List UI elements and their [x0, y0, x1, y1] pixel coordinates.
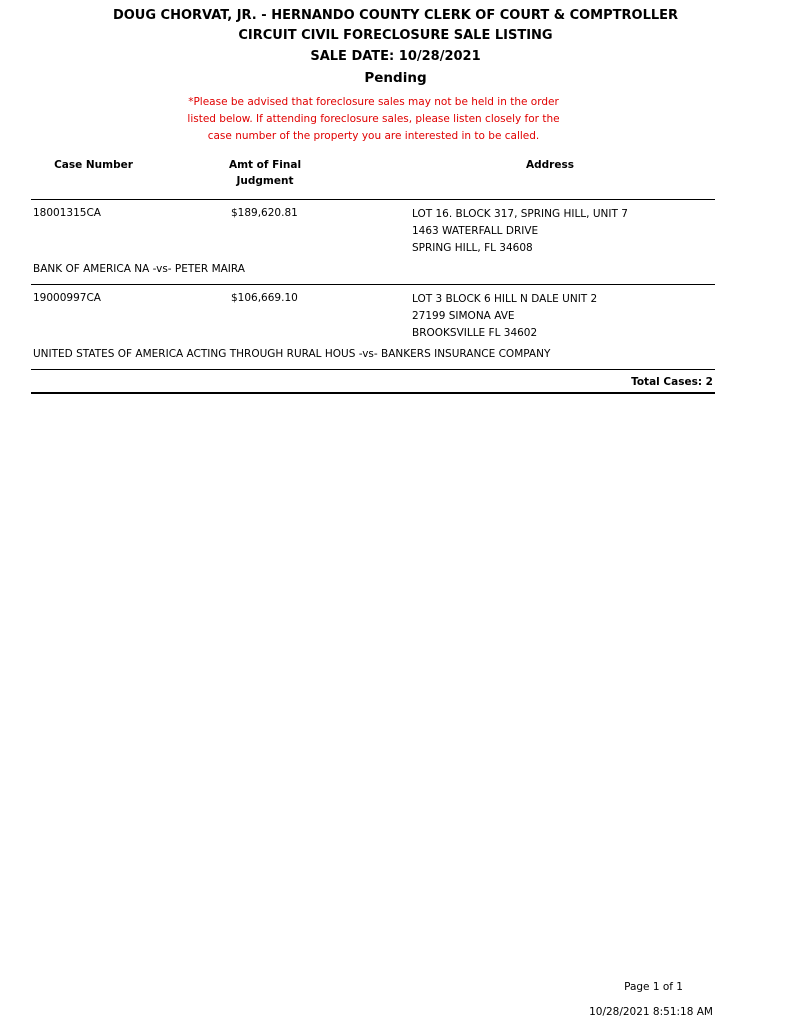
sale-date: SALE DATE: 10/28/2021: [310, 49, 481, 64]
column-header-address: [490, 157, 610, 173]
column-header-label: Address: [526, 159, 574, 171]
total-divider: [31, 392, 715, 394]
case-parties: BANK OF AMERICA NA -vs- PETER MAIRA: [33, 263, 245, 275]
judgment-amount: $189,620.81: [231, 207, 298, 219]
address-line: SPRING HILL, FL 34608: [412, 242, 533, 254]
case-parties: UNITED STATES OF AMERICA ACTING THROUGH RURAL HOUS -vs- BANKERS INSURANCE COMPANY: [33, 348, 551, 360]
total-cases: Total Cases: 2: [631, 376, 713, 388]
notice-line: listed below. If attending foreclosure sales, please listen closely for the: [187, 113, 560, 125]
notice: [0, 94, 747, 145]
case-number: 18001315CA: [33, 207, 101, 219]
column-header-judgment: [200, 157, 330, 189]
column-header-label: Amt of Final: [228, 159, 302, 171]
judgment-amount: $106,669.10: [231, 292, 298, 304]
page-number: Page 1 of 1: [624, 981, 683, 993]
report-title: DOUG CHORVAT, JR. - HERNANDO COUNTY CLERK OF COURT & COMPTROLLER: [112, 8, 679, 23]
status-label: Pending: [364, 70, 427, 86]
address-line: BROOKSVILLE FL 34602: [412, 327, 538, 339]
notice-line: *Please be advised that foreclosure sales may not be held in the order: [188, 96, 559, 108]
report-subtitle: CIRCUIT CIVIL FORECLOSURE SALE LISTING: [238, 28, 553, 43]
row-divider: [31, 369, 715, 370]
header-divider: [31, 199, 715, 200]
notice-line: case number of the property you are interested in to be called.: [207, 130, 540, 142]
row-divider: [31, 284, 715, 285]
case-number: 19000997CA: [33, 292, 101, 304]
column-header-label: Case Number: [54, 159, 133, 171]
column-header-label: Judgment: [236, 175, 294, 187]
property-address: [412, 291, 597, 342]
address-line: 1463 WATERFALL DRIVE: [412, 225, 539, 237]
address-line: LOT 16. BLOCK 317, SPRING HILL, UNIT 7: [412, 208, 628, 220]
column-header-case-number: [31, 157, 156, 173]
print-timestamp: 10/28/2021 8:51:18 AM: [589, 1006, 713, 1018]
address-line: LOT 3 BLOCK 6 HILL N DALE UNIT 2: [412, 293, 598, 305]
property-address: [412, 206, 628, 257]
address-line: 27199 SIMONA AVE: [412, 310, 515, 322]
